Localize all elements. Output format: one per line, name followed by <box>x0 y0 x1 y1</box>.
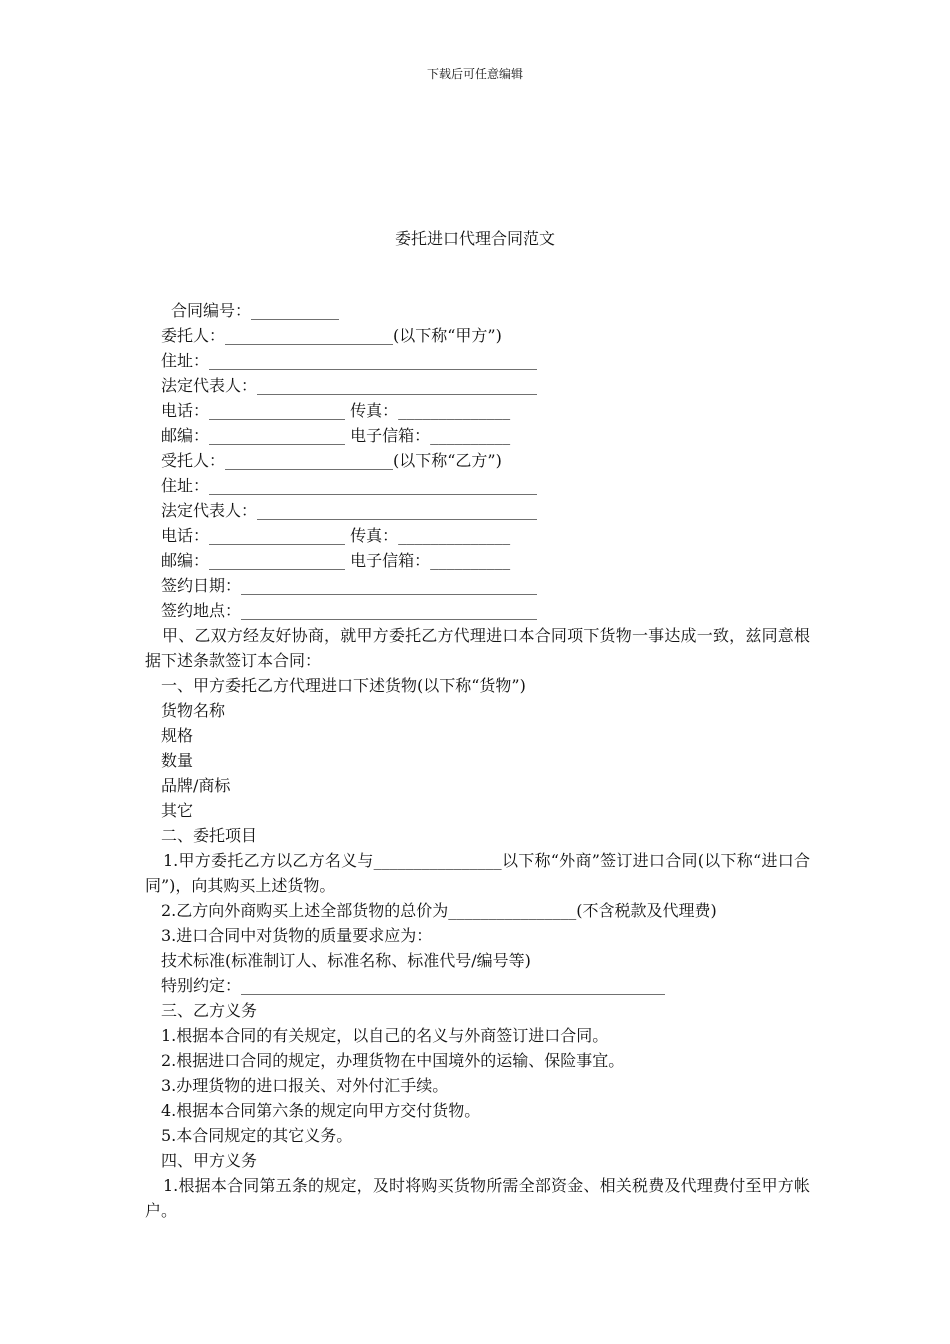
goods-item: 品牌/商标 <box>161 776 231 795</box>
section-4-heading: 四、甲方义务 <box>161 1151 258 1170</box>
section-3-item: 5.本合同规定的其它义务。 <box>161 1126 353 1145</box>
section-3-item: 1.根据本合同的有关规定，以自己的名义与外商签订进口合同。 <box>161 1026 609 1045</box>
section-3-item: 2.根据进口合同的规定，办理货物在中国境外的运输、保险事宜。 <box>161 1051 625 1070</box>
section-4-item: 1.根据本合同第五条的规定，及时将购买货物所需全部资金、相关税费及代理费付至甲方帐户。 <box>145 1176 810 1220</box>
sign-place-field: 签约地点：_____________________________________ <box>161 601 538 620</box>
party-a-address-field: 住址：_________________________________________ <box>161 351 538 370</box>
section-2-item: 1.甲方委托乙方以乙方名义与________________以下称“外商”签订进口合同(以下称“进口合同”)，向其购买上述货物。 <box>145 851 810 895</box>
special-agreement-field: 特别约定：_____________________________________________________ <box>161 976 666 995</box>
party-b-postcode-email-field: 邮编：_________________ 电子信箱：__________ <box>161 551 511 570</box>
party-b-representative-field: 法定代表人：___________________________________ <box>161 501 538 520</box>
goods-item: 规格 <box>161 726 194 745</box>
contract-body <box>145 298 810 1223</box>
goods-item: 数量 <box>161 751 194 770</box>
party-b-phone-fax-field: 电话：_________________ 传真：______________ <box>161 526 511 545</box>
section-2-item: 2.乙方向外商购买上述全部货物的总价为________________(不含税款及代理费) <box>161 901 717 920</box>
section-3-heading: 三、乙方义务 <box>161 1001 258 1020</box>
principal-field: 委托人：_____________________(以下称“甲方”) <box>161 326 502 345</box>
party-a-phone-fax-field: 电话：_________________ 传真：______________ <box>161 401 511 420</box>
technical-standard-line: 技术标准(标准制订人、标准名称、标准代号/编号等) <box>161 951 531 970</box>
agent-field: 受托人：_____________________(以下称“乙方”) <box>161 451 502 470</box>
intro-paragraph: 甲、乙双方经友好协商，就甲方委托乙方代理进口本合同项下货物一事达成一致，兹同意根据下述条款签订本合同： <box>145 626 810 670</box>
section-2-heading: 二、委托项目 <box>161 826 258 845</box>
sign-date-field: 签约日期：_____________________________________ <box>161 576 538 595</box>
page-header: 下载后可任意编辑 <box>426 67 523 81</box>
party-a-postcode-email-field: 邮编：_________________ 电子信箱：__________ <box>161 426 511 445</box>
document-title: 委托进口代理合同范文 <box>394 229 555 248</box>
section-2-item: 3.进口合同中对货物的质量要求应为： <box>161 926 433 945</box>
party-a-representative-field: 法定代表人：___________________________________ <box>161 376 538 395</box>
party-b-address-field: 住址：_________________________________________ <box>161 476 538 495</box>
section-3-item: 3.办理货物的进口报关、对外付汇手续。 <box>161 1076 449 1095</box>
section-3-item: 4.根据本合同第六条的规定向甲方交付货物。 <box>161 1101 481 1120</box>
contract-number-field: 合同编号：___________ <box>171 301 340 320</box>
section-1-heading: 一、甲方委托乙方代理进口下述货物(以下称“货物”) <box>161 676 526 695</box>
goods-item: 货物名称 <box>161 701 226 720</box>
goods-item: 其它 <box>161 801 194 820</box>
